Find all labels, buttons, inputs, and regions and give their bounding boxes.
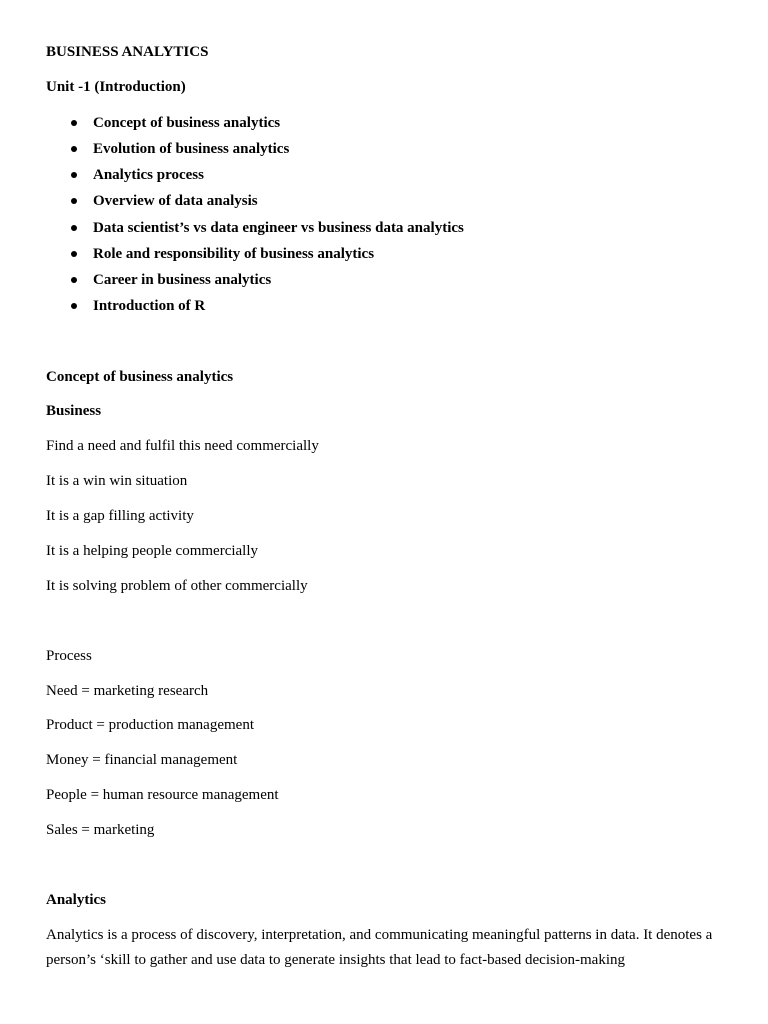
business-line: Find a need and fulfil this need commercially: [46, 438, 319, 454]
topic-label: Evolution of business analytics: [93, 141, 290, 157]
bullet-icon: [71, 146, 77, 152]
business-line: It is a win win situation: [46, 473, 188, 489]
list-item: [93, 271, 271, 289]
bullet-icon: [71, 120, 77, 126]
business-line: It is solving problem of other commercially: [46, 578, 308, 594]
topic-label: Role and responsibility of business analytics: [93, 246, 375, 262]
topic-label: Career in business analytics: [93, 272, 272, 288]
unit-heading: Unit -1 (Introduction): [46, 79, 186, 95]
bullet-icon: [71, 251, 77, 257]
analytics-heading: Analytics: [46, 892, 106, 908]
list-item: [93, 245, 374, 263]
list-item: [93, 219, 464, 237]
topic-label: Concept of business analytics: [93, 115, 281, 131]
process-line: Money = financial management: [46, 752, 238, 768]
topic-label: Overview of data analysis: [93, 193, 258, 209]
list-item: [93, 166, 204, 184]
process-line: Need = marketing research: [46, 683, 209, 699]
bullet-icon: [71, 225, 77, 231]
document-title: BUSINESS ANALYTICS: [46, 44, 209, 60]
concept-heading: Concept of business analytics: [46, 369, 234, 385]
topic-label: Introduction of R: [93, 298, 206, 314]
list-item: [93, 114, 280, 132]
process-line: Sales = marketing: [46, 822, 155, 838]
bullet-icon: [71, 172, 77, 178]
analytics-paragraph: Analytics is a process of discovery, interpretation, and communicating meaningful patterns in data. It denotes a person’s ‘skill to gather and use data to generate insights that lead to fact-based decision-making: [46, 927, 713, 968]
business-heading: Business: [46, 403, 102, 419]
business-line: It is a gap filling activity: [46, 508, 194, 524]
bullet-icon: [71, 198, 77, 204]
business-line: It is a helping people commercially: [46, 543, 259, 559]
topic-label: Analytics process: [93, 167, 204, 183]
bullet-icon: [71, 277, 77, 283]
process-line: People = human resource management: [46, 787, 279, 803]
topic-label: Data scientist’s vs data engineer vs business data analytics: [93, 220, 464, 236]
list-item: [93, 192, 258, 210]
list-item: [93, 297, 205, 315]
list-item: [93, 140, 289, 158]
process-heading: Process: [46, 648, 92, 664]
bullet-icon: [71, 303, 77, 309]
process-line: Product = production management: [46, 717, 254, 733]
